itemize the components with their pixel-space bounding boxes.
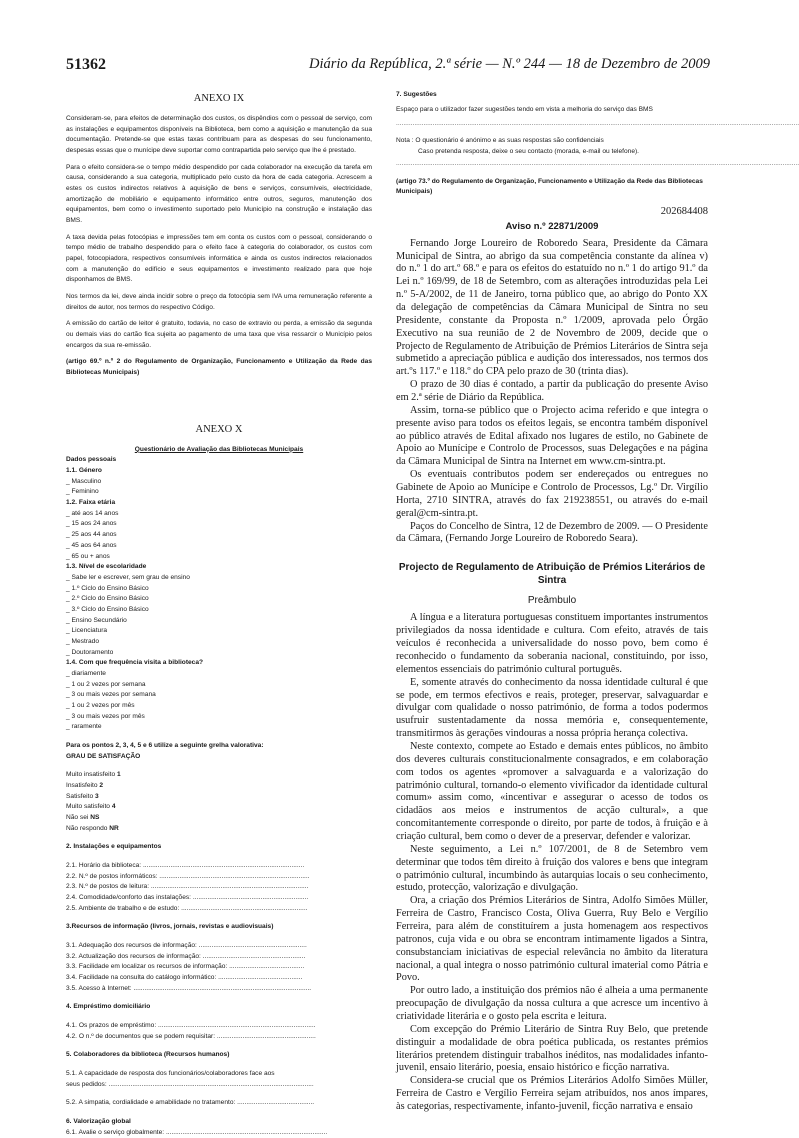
section-4-title: 4. Empréstimo domiciliário [66,1003,151,1011]
list-item: 4.2. O n.º de documentos que se podem requisitar: ...................................................... [66,1032,316,1040]
note-line: Nota : O questionário é anónimo e as suas respostas são confidenciais [396,137,604,145]
list-item: 3.1. Adequação dos recursos de informação: ........................................................... [66,942,307,949]
list-item: 3.4. Facilidade na consulta do catálogo informático: .............................................. [66,974,303,982]
list-item: 1.1. Género [66,467,102,475]
article-reference: (artigo 73.º do Regulamento de Organização, Funcionamento e Utilização da Rede das Bibliotecas Municipais) [396,177,703,196]
list-item: _ Licenciatura [66,627,108,635]
reference-number: 202684408 [660,205,708,217]
section-7-text: Espaço para o utilizador fazer sugestões tendo em vista a melhoria do serviço das BMS [396,105,653,113]
annex-9-paragraph: A emissão do cartão de leitor é gratuito, todavia, no caso de extravio ou perda, a emissão da segunda ou demais vias do cartão fica sujeita ao pagamento de uma taxa que visa ressarcir o Município pelos encargos da sua re-emissão. [66,320,372,349]
list-item: 1.4. Com que frequência visita a biblioteca? [66,659,204,667]
list-item: 3.3. Facilidade em localizar os recursos de informação: ......................................... [66,963,305,971]
list-item: _ 45 aos 64 anos [66,541,117,549]
list-item: _ 1 ou 2 vezes por semana [66,680,146,688]
project-paragraph: Com excepção do Prémio Literário de Sintra Ruy Belo, que pretende distinguir a modalidade de obra poética publicada, os restantes prémios literários pretendem distinguir trabalhos inéditos, nas modalidades infanto-juvenil, ensaio literário, poesia, ensaio histórico e ficção narrativa. [396,1023,708,1074]
personal-data-list [66,466,372,733]
aviso-paragraph: Fernando Jorge Loureiro de Roboredo Seara, Presidente da Câmara Municipal de Sintra, ao abrigo da sua competência constante da alínea v) do n.º 1 do art.º 68.º e para os efeitos do estatuído no n.º 1 do artigo 91.º da Lei n.º 169/99, de 18 de Setembro, com as alterações introduzidas pela Lei n.º 5-A/2002, de 11 de Janeiro, torna público que, ao abrigo do Ponto XX da delegação de competências da Câmara Municipal de Sintra no seu Presidente, constante da Proposta n.º 1/2009, aprovada pelo Órgão Executivo na sua reunião de 2 de Novembro de 2009, decide que o Projecto de Regulamento de Atribuição de Prémios Literários de Sintra seja submetido a apreciação pública e audição dos interessados, nos termos dos art.ºs 117.º e 118.º do CPA pelo prazo de 30 (trinta dias). [396,237,708,378]
list-item: _ 3.º Ciclo do Ensino Básico [66,605,149,613]
list-item: _ 1.º Ciclo do Ensino Básico [66,584,149,592]
section-3-title: 3.Recursos de informação (livros, jornais, revistas e audiovisuais) [66,923,274,931]
project-paragraph: Considera-se crucial que os Prémios Literários Adolfo Simões Müller, Ferreira de Castro e Vergílio Ferreira sejam atribuídos, nos anos ímpares, às categorias, respectivamente, infanto-juvenil, ficção narrativa e ensaio [396,1075,708,1112]
list-item: _ raramente [66,723,102,731]
list-item: 3.2. Actualização dos recursos de informação: ........................................................ [66,952,306,960]
page-header [66,56,710,78]
annex-9-paragraph: Nos termos da lei, deve ainda incidir sobre o preço da fotocópia sem IVA uma remuneração referente a direitos de autor, nos termos do respectivo Código. [66,293,372,311]
project-title: Projecto de Regulamento de Atribuição de Prémios Literários de Sintra [398,562,706,586]
list-item: _ 15 aos 24 anos [66,520,117,528]
grid-row: Não sei NS [66,813,100,821]
list-item: _ 25 aos 44 anos [66,531,117,539]
grid-row: Não respondo NR [66,824,119,832]
annex-9-paragraph: Para o efeito considera-se o tempo médio despendido por cada colaborador na execução da tarefa em causa, considerando a sua categoria, multiplicado pelo custo da hora de cada categoria. Acrescem a estes os custos indirectos relativos à aquisição de bens e serviços, consumíveis, electricidade, amortização de mobiliário e equipamento informático entre outros, seguros, manutenção dos equipamentos, bem como o investimento suportado pelo Município na construção e instalação das BMS. [66,163,372,225]
section-6-title: 6. Valorização global [66,1118,131,1126]
right-column [396,90,799,1112]
list-item: 2.1. Horário da biblioteca: ........................................................................................ [66,861,305,869]
list-item: 2.5. Ambiente de trabalho e de estudo: ..................................................................... [66,904,308,912]
annex-10-title: ANEXO X [195,423,243,435]
list-item: _ Ensino Secundário [66,616,127,624]
section-7-title: 7. Sugestões [396,91,437,98]
list-item: _ diariamente [66,669,106,677]
annex-9-paragraph: Consideram-se, para efeitos de determinação dos custos, os dispêndios com o pessoal de serviço, com as instalações e equipamentos disponíveis na Biblioteca, bem como a aquisição e manutenção da sua documentação. Pretende-se que estas taxas contribuam para as despesas do seu funcionamento, despesas essas que o munícipe deve suportar como contrapartida pelo serviço que lhe é prestado. [66,115,372,155]
list-item: _ até aos 14 anos [66,509,119,517]
list-item: 5.2. A simpatia, cordialidade e amabilidade no tratamento: .......................................... [66,1099,315,1107]
list-item: 2.3. N.º de postos de leitura: ...................................................................................... [66,883,309,891]
list-item: 1.2. Faixa etária [66,499,116,507]
preamble-title: Preâmbulo [527,595,577,607]
list-item: _ Doutoramento [66,648,114,656]
list-item: 2.4. Comodidade/conforto das instalações: ............................................................... [66,893,309,901]
list-item: _ 65 ou + anos [66,552,110,560]
annex-9-reference: (artigo 69.º n.º 2 do Regulamento de Organização, Funcionamento e Utilização da Rede das Bibliotecas Municipais) [66,358,372,377]
page-number: 51362 [66,56,106,73]
list-item: 2.2. N.º de postos informáticos: .................................................................................. [66,872,310,880]
journal-title: Diário da República, 2.ª série — N.º 244 — 18 de Dezembro de 2009 [308,56,710,72]
project-paragraph: Neste contexto, compete ao Estado e demais entes públicos, no âmbito dos deveres culturais constitucionalmente consagrados, e em colaboração com todos os agentes «promover a salvaguarda e a valorização do património cultural, tornando-o elemento vivificador da identidade cultural comum» assim como, «incentivar e assegurar o acesso de todos os cidadãos aos meios e instrumentos de acção cultural», a que concomitantemente corresponde o direito, por parte de todos, à fruição e à criação cultural, bem como o dever de a preservar, defender e valorizar. [396,740,708,842]
project-paragraph: E, somente através do conhecimento da nossa identidade cultural é que se pode, em termos efectivos e reais, proteger, preservar, salvaguardar e divulgar com qualidade o nosso património, de forma a todos podermos usufruir sustentadamente da nossa memória e, consequentemente, transmitirmos às gerações vindouras a nossa própria herança colectiva. [396,676,708,740]
left-column [66,90,372,1136]
section-5-title: 5. Colaboradores da biblioteca (Recursos humanos) [66,1051,230,1059]
list-item: 3.5. Acesso à Internet: ................................................................................................. [66,984,312,992]
aviso-paragraph: O prazo de 30 dias é contado, a partir da publicação do presente Aviso em 2.ª série de Diário da República. [396,379,708,404]
list-item: _ 2.º Ciclo do Ensino Básico [66,595,149,603]
list-item: _ 3 ou mais vezes por semana [66,691,156,699]
aviso-paragraph: Os eventuais contributos podem ser endereçados ou entregues no Gabinete de Apoio ao Munícipe e Controlo de Processos, Lg.º Dr. Virgílio Horta, 2710 SINTRA, através do fax 219238551, ou através do e-mail geral@cm-sintra.pt. [396,469,708,519]
list-item: _ Masculino [66,477,102,485]
aviso-paragraph: Paços do Concelho de Sintra, 12 de Dezembro de 2009. — O Presidente da Câmara, (Fernando Jorge Loureiro de Roboredo Seara). [396,520,708,545]
dotted-line: ............................................................................................................................................................................................................................ [396,120,799,128]
annex-9-paragraph: A taxa devida pelas fotocópias e impressões tem em conta os custos com o pessoal, considerando o tempo médio de trabalho despendido para o efeito face à categoria do colaborador, os custos com papel, fotocopiadora, respectivos consumíveis informática e ainda os custos indirectos relacionados com a manutenção do edifício e seus equipamentos e investimento realizado para que hoje disponhamos de BMS. [66,233,372,284]
grid-row: Insatisfeito 2 [66,781,104,789]
grid-row: Muito insatisfeito 1 [66,771,121,779]
list-item: _ 1 ou 2 vezes por mês [66,701,135,709]
dotted-line: ............................................................................................................................................................................................................................ [396,160,799,168]
list-item: 1.3. Nível de escolaridade [66,563,147,571]
project-paragraph: Neste seguimento, a Lei n.º 107/2001, de 8 de Setembro vem determinar que todos têm direito à fruição dos valores e bens que integram o património cultural, incumbindo às autarquias locais o seu conhecimento, estudo, protecção, valorização e divulgação. [396,843,708,894]
aviso-paragraph: Assim, torna-se público que o Projecto acima referido e que integra o presente aviso para todos os efeitos legais, se encontra também disponível ao público através de Edital afixado nos lugares de estilo, no Gabinete de Apoio ao Munícipe e Controlo de Processos, suas Delegações e na página da Câmara Municipal de Sintra na Internet em www.cm-sintra.pt. [396,404,708,468]
note-line: Caso pretenda resposta, deixe o seu contacto (morada, e-mail ou telefone). [418,147,640,155]
aviso-title: Aviso n.º 22871/2009 [505,220,599,232]
list-item: 5.1. A capacidade de resposta dos funcionários/colaboradores face aos [66,1070,275,1078]
list-item: _ Mestrado [66,637,99,645]
grid-intro: Para os pontos 2, 3, 4, 5 e 6 utilize a seguinte grelha valorativa: [66,741,264,749]
personal-data-title: Dados pessoais [66,456,117,464]
list-item: 4.1. Os prazos de empréstimo: ...................................................................................... [66,1022,316,1030]
grid-title: GRAU DE SATISFAÇÃO [66,752,141,760]
list-item: _ Sabe ler e escrever, sem grau de ensino [66,573,190,581]
annex-9-title: ANEXO IX [193,93,245,104]
questionnaire-title: Questionário de Avaliação das Bibliotecas Municipais [134,445,304,453]
project-paragraph: A língua e a literatura portuguesas constituem importantes instrumentos privilegiados da nossa identidade e cultura. Com efeito, através de tais veículos é reconhecida a universalidade do nosso povo, bem como é reconhecido o fundamento da soberania nacional, constituindo, por isso, elementos essenciais do património cultural português. [396,612,708,675]
list-item: seus pedidos: ................................................................................................................ [66,1080,314,1088]
list-item: 6.1. Avalie o serviço globalmente: ........................................................................................ [66,1128,328,1136]
grid-list [66,770,372,834]
grid-row: Satisfeito 3 [66,792,99,800]
grid-row: Muito satisfeito 4 [66,803,116,811]
list-item: _ 3 ou mais vezes por mês [66,712,145,720]
project-paragraph: Por outro lado, a instituição dos prémios não é alheia a uma permanente preocupação de divulgação da nossa cultura a que acresce um incentivo à criatividade literária e o gosto pela escrita e leitura. [396,985,708,1022]
section-2-title: 2. Instalações e equipamentos [66,843,162,851]
list-item: _ Feminino [66,488,99,496]
project-paragraph: Ora, a criação dos Prémios Literários de Sintra, Adolfo Simões Müller, Ferreira de Castro, Francisco Costa, Oliva Guerra, Ruy Belo e Vergílio Ferreira, para além de constituírem a justa homenagem aos respectivos patronos, cuja vida e ou obra se encontram intimamente ligados a Sintra, consubstanciam iniciativas de especial relevância no âmbito da literatura nacional, a qual integra o nosso património cultural imaterial como Pátria e Povo. [396,895,708,984]
